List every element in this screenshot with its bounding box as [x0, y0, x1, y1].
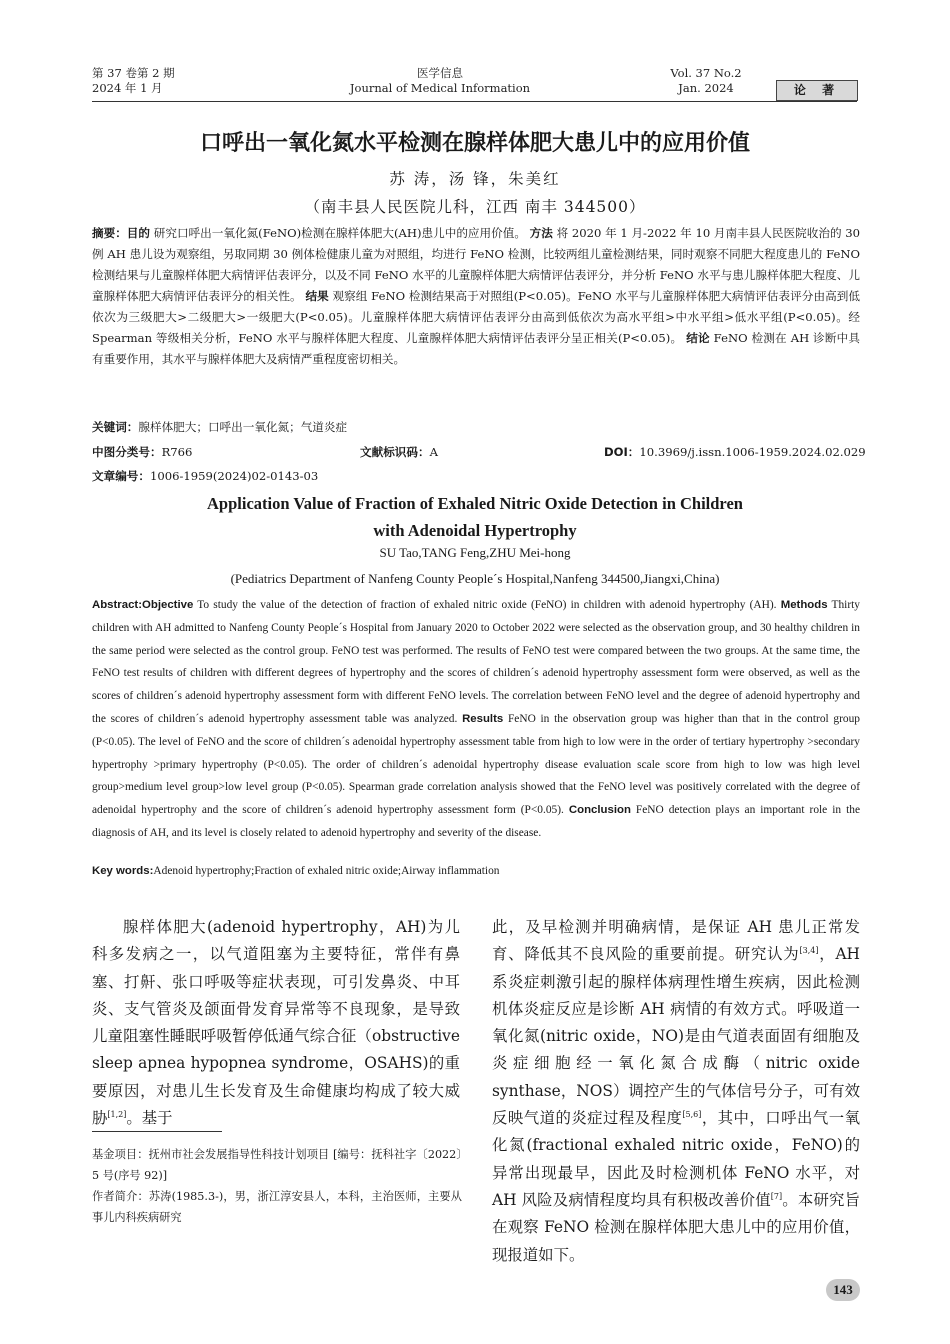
journal-name [340, 66, 540, 96]
issue-date-en: Jan. 2024 [678, 81, 734, 95]
doi-label: DOI： [604, 445, 640, 459]
journal-volume-info [92, 66, 175, 96]
abstract-methods: 将 2020 年 1 月-2022 年 10 月南丰县人民医院收治的 30 例 AH 患儿设为观察组，另取同期 30 例体检健康儿童为对照组，均进行 FeNO 检测，比较两组儿童检测结果，同时观察不同肥大程度患儿的 FeNO 检测结果与儿童腺样体肥大病情评估表评分，以及不同 FeNO 水平的儿童腺样体肥大病情评估表评分，并分析 FeNO 水平与患儿腺样体肥大程度、儿童腺样体肥大病情评估表评分的相关性。 [92, 226, 861, 303]
journal-volume-info-en [656, 66, 756, 96]
body-paragraph-cont: 。本研究旨在观察 FeNO 检测在腺样体肥大患儿中的应用价值，现报道如下。 [492, 1190, 860, 1264]
clc-value: R766 [161, 445, 193, 459]
volume-issue-en: Vol. 37 No.2 [670, 66, 742, 80]
affiliation-en: (Pediatrics Department of Nanfeng County People´s Hospital,Nanfeng 344500,Jiangxi,China) [230, 571, 720, 586]
abstract-results: 观察组 FeNO 检测结果高于对照组(P<0.05)。FeNO 水平与儿童腺样体肥大病情评估表评分由高到低依次为三级肥大>二级肥大>一级肥大(P<0.05)。儿童腺样体肥大病情评估表评分由高到低依次为高水平组>中水平组>低水平组(P<0.05)。经 Spearman 等级相关分析，FeNO 水平与腺样体肥大程度、儿童腺样体肥大病情评估表评分呈正相关(P<0.05)。 [92, 289, 861, 345]
doi-value: 10.3969/j.issn.1006-1959.2024.02.029 [639, 445, 866, 459]
doi [604, 444, 866, 460]
abstract-en-objective-label: Abstract:Objective [92, 599, 194, 611]
citation-ref: [1,2] [107, 1109, 127, 1119]
section-label: 论 著 [776, 80, 858, 101]
body-paragraph-cont: ，AH 系炎症刺激引起的腺样体病理性增生疾病，因此检测机体炎症反应是诊断 AH 病情的有效方式。呼吸道一氧化氮(nitric oxide，NO)是由气道表面固有细胞及炎症细胞经一氧化氮合成酶（nitric oxide synthase，NOS）调控产生的气体信号分子，可有效反映气道的炎症过程及程度 [492, 945, 860, 1128]
article-title-en-line2: with Adenoidal Hypertrophy [373, 521, 577, 540]
abstract-en-conclusion-label: Conclusion [568, 804, 631, 817]
citation-ref: [3,4] [799, 946, 819, 956]
body-left-column [92, 914, 460, 1132]
abstract-en [92, 594, 860, 845]
abstract-objective-label: 摘要：目的 [92, 226, 151, 240]
document-code [360, 444, 438, 460]
footnotes [92, 1144, 462, 1228]
volume-issue: 第 37 卷第 2 期 [92, 66, 175, 80]
keywords-cn-text: 腺样体肥大；口呼出一氧化氮；气道炎症 [138, 420, 348, 434]
abstract-cn [92, 223, 860, 370]
citation-ref: [7] [770, 1191, 783, 1201]
body-paragraph-cont: 此，及早检测并明确病情，是保证 AH 患儿正常发育、降低其不良风险的重要前提。研究认为 [492, 918, 860, 964]
article-number [92, 468, 318, 484]
abstract-conclusion-label: 结论 [686, 331, 710, 345]
clc-label: 中图分类号： [92, 445, 162, 459]
keywords-cn-label: 关键词： [92, 420, 139, 434]
page-number: 143 [826, 1279, 860, 1301]
abstract-en-methods-label: Methods [780, 599, 828, 611]
affiliation-cn: （南丰县人民医院儿科，江西 南丰 344500） [304, 198, 646, 216]
journal-name-cn: 医学信息 [417, 66, 463, 80]
abstract-en-results: FeNO in the observation group was higher than that in the control group (P<0.05). The level of FeNO and the score of children´s adenoidal hypertrophy assessment table from high to low were in the order of tertiary hypertrophy >secondary hypertrophy >primary hypertrophy (P<0.05). The order of children´s adenoidal hypertrophy disease evaluation scale score from high to low was high level group>medium level group>low level group (P<0.05). Spearman grade correlation analysis showed that the FeNO level was positively correlated with the degree of adenoidal hypertrophy and the score of children´s adenoid hypertrophy assessment form (P<0.05). [92, 712, 860, 817]
body-right-column [492, 914, 860, 1269]
abstract-conclusion: FeNO 检测在 AH 诊断中具有重要作用，其水平与腺样体肥大及病情严重程度密切相关。 [92, 331, 861, 366]
abstract-results-label: 结果 [305, 289, 329, 303]
keywords-en-label: Key words: [92, 865, 154, 877]
author-bio-note: 作者简介：苏涛(1985.3-)，男，浙江淳安县人，本科，主治医师，主要从事儿内科疾病研究 [92, 1190, 462, 1224]
funding-note: 基金项目：抚州市社会发展指导性科技计划项目 [编号：抚科社字〔2022〕5 号(序号 92)] [92, 1148, 462, 1182]
body-paragraph-end: 。基于 [126, 1109, 173, 1128]
keywords-en [92, 865, 499, 877]
abstract-methods-label: 方法 [529, 226, 553, 240]
body-paragraph-cont: ，其中，口呼出气一氧化氮(fractional exhaled nitric oxide，FeNO)的异常出现最早，因此及时检测机体 FeNO 水平，对 AH 风险及病情程度均具有积极改善价值 [492, 1109, 860, 1209]
authors-en: SU Tao,TANG Feng,ZHU Mei-hong [379, 545, 571, 560]
abstract-en-methods: Thirty children with AH admitted to Nanfeng County People´s Hospital from January 2020 to October 2022 were selected as the observation group, and 30 healthy children in the same period were selected as the control group. FeNO test was performed. The results of FeNO test were compared between the two groups. At the same time, the FeNO test results of children with different degrees of hypertrophy and the scores of children´s adenoid hypertrophy assessment form were observed, as well as the scores of children´s adenoid hypertrophy assessment form with different FeNO levels. The correlation between FeNO level and the degree of adenoid hypertrophy and the scores of children´s adenoid hypertrophy assessment table was analyzed. [92, 599, 860, 725]
article-number-value: 1006-1959(2024)02-0143-03 [149, 469, 319, 483]
authors-cn: 苏 涛，汤 锋，朱美红 [389, 170, 561, 188]
journal-name-en: Journal of Medical Information [349, 81, 531, 95]
article-title-en-line1: Application Value of Fraction of Exhaled Nitric Oxide Detection in Children [207, 494, 743, 513]
footnote-divider [92, 1131, 222, 1132]
clc-number [92, 444, 192, 460]
keywords-cn [92, 418, 347, 436]
abstract-en-objective: To study the value of the detection of fraction of exhaled nitric oxide (FeNO) in children with adenoid hypertrophy (AH). [197, 599, 777, 611]
doc-code-value: A [429, 445, 438, 459]
abstract-objective: 研究口呼出一氧化氮(FeNO)检测在腺样体肥大(AH)患儿中的应用价值。 [153, 226, 526, 240]
body-paragraph: 腺样体肥大(adenoid hypertrophy，AH)为儿科多发病之一，以气道阻塞为主要特征，常伴有鼻塞、打鼾、张口呼吸等症状表现，可引发鼻炎、中耳炎、支气管炎及颌面骨发育异常等不良现象，是导致儿童阻塞性睡眠呼吸暂停低通气综合征（obstructive sleep apnea hypopnea syndrome，OSAHS)的重要原因，对患儿生长发育及生命健康均构成了较大威胁 [92, 918, 460, 1128]
header-divider [92, 101, 857, 102]
issue-date: 2024 年 1 月 [92, 81, 163, 95]
article-title-cn: 口呼出一氧化氮水平检测在腺样体肥大患儿中的应用价值 [199, 131, 750, 156]
article-title-en [120, 490, 830, 544]
abstract-en-results-label: Results [462, 712, 504, 725]
citation-ref: [5,6] [682, 1109, 702, 1119]
doc-code-label: 文献标识码： [360, 445, 430, 459]
keywords-en-text: Adenoid hypertrophy;Fraction of exhaled nitric oxide;Airway inflammation [153, 865, 500, 877]
abstract-en-conclusion: FeNO detection plays an important role in the diagnosis of AH, and its level is closely related to adenoid hypertrophy and severity of the disease. [92, 804, 860, 839]
article-number-label: 文章编号： [92, 469, 150, 483]
